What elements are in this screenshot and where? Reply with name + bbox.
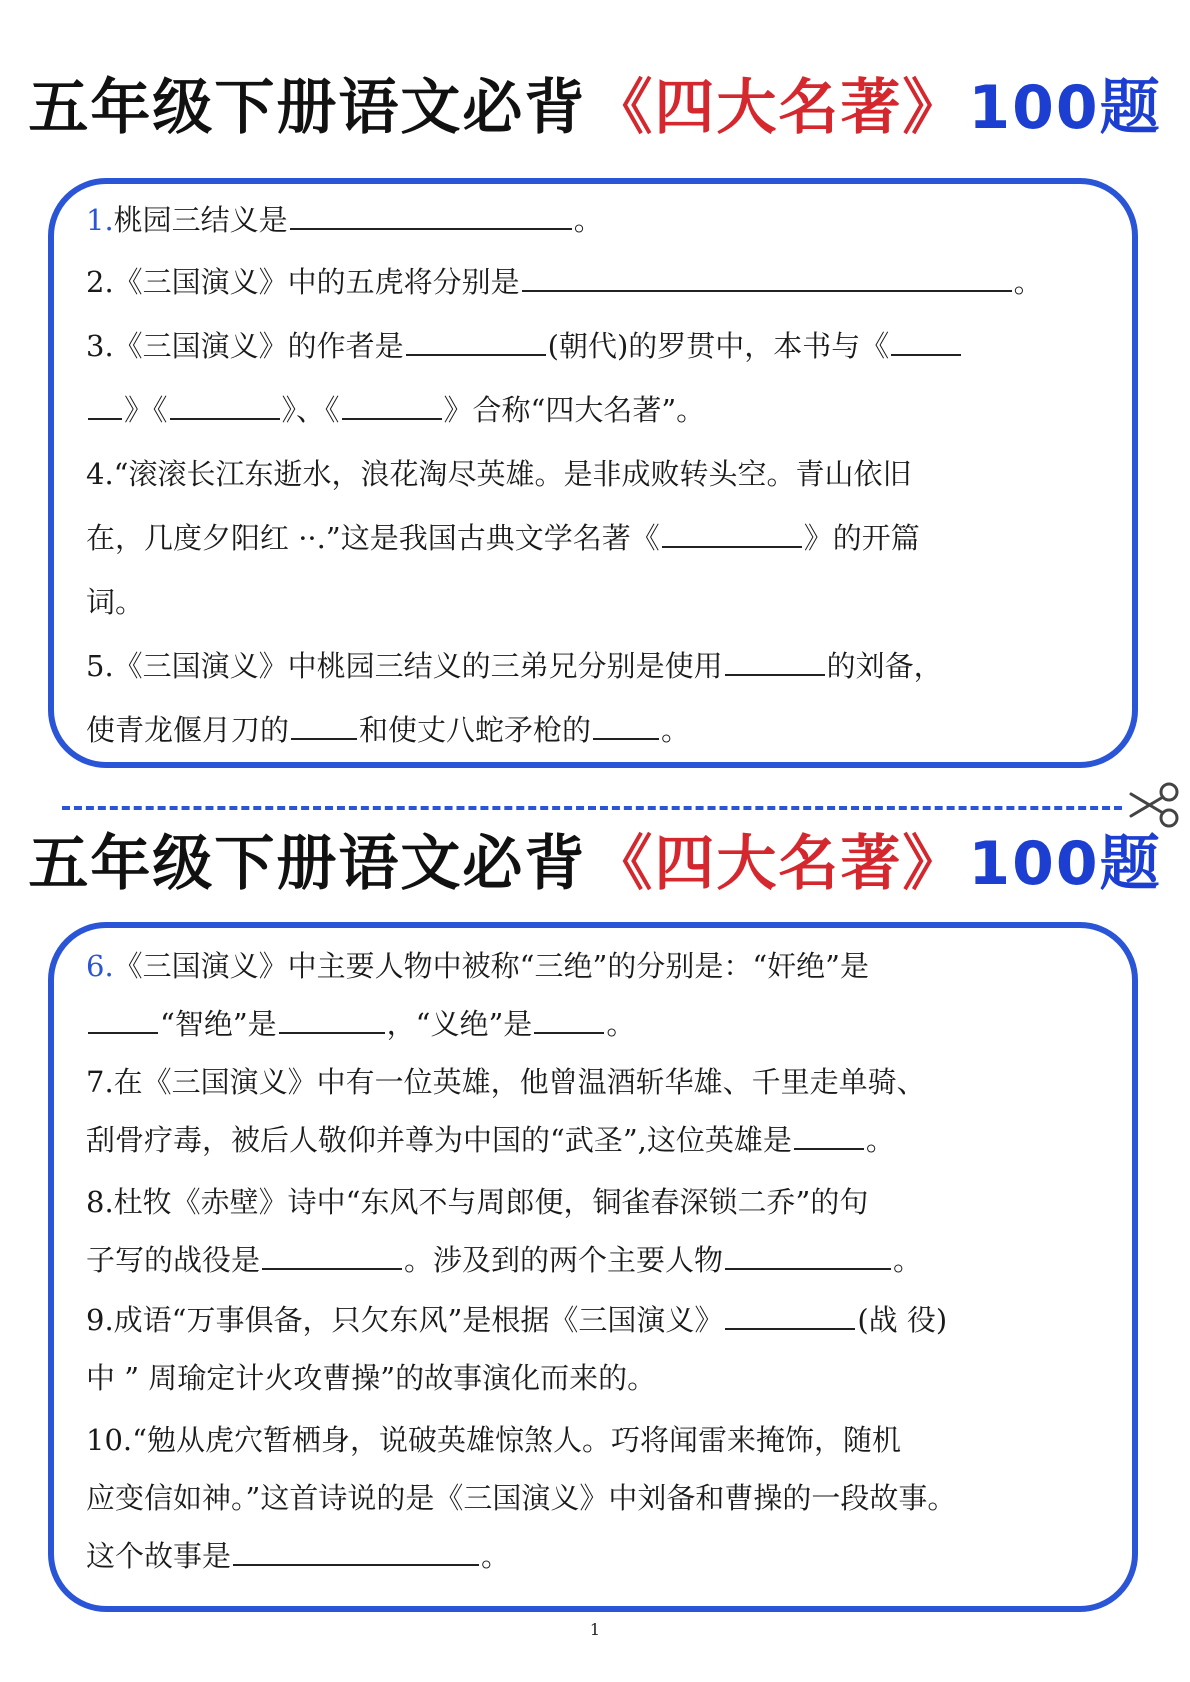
answer-blank[interactable]: [170, 388, 280, 420]
question-10-line-2: 应变信如神。”这首诗说的是《三国演义》中刘备和曹操的一段故事。: [86, 1481, 957, 1515]
question-8: 8.杜牧《赤壁》诗中“东风不与周郎便，铜雀春深锁二乔”的句: [86, 1185, 869, 1219]
answer-blank[interactable]: [291, 708, 357, 740]
question-7: 7.在《三国演义》中有一位英雄，他曾温酒斩华雄、千里走单骑、: [86, 1065, 926, 1099]
title-highlight: 《四大名著》: [592, 829, 965, 899]
title-count: 100题: [968, 73, 1162, 143]
answer-blank[interactable]: [88, 1002, 158, 1034]
answer-blank[interactable]: [522, 260, 1012, 292]
question-5-line-2: 使青龙偃月刀的 和使丈八蛇矛枪的 。: [86, 702, 1106, 758]
question-3-line-2: 》《 》、《 》合称“四大名著”。: [86, 382, 1106, 438]
question-3: 3.《三国演义》的作者是 (朝代)的罗贯中，本书与《: [86, 318, 1106, 374]
question-6: 6.《三国演义》中主要人物中被称“三绝”的分别是：“奸绝”是: [86, 949, 869, 983]
answer-blank[interactable]: [725, 644, 825, 676]
page-title-bottom: [0, 814, 1190, 904]
answer-blank[interactable]: [725, 1238, 891, 1270]
answer-blank[interactable]: [662, 516, 802, 548]
answer-blank[interactable]: [262, 1238, 402, 1270]
question-1: 1.桃园三结义是 。: [86, 192, 1106, 248]
title-main: 五年级下册语文必背: [28, 829, 587, 899]
answer-blank[interactable]: [534, 1002, 604, 1034]
answer-blank[interactable]: [891, 324, 961, 356]
question-10: 10.“勉从虎穴暂栖身，说破英雄惊煞人。巧将闻雷来掩饰，随机: [86, 1423, 901, 1457]
cut-line: [62, 806, 1122, 810]
answer-blank[interactable]: [290, 198, 572, 230]
question-4: 4.“滚滚长江东逝水，浪花淘尽英雄。是非成败转头空。青山依旧: [86, 457, 912, 491]
question-7-line-2: 刮骨疗毒，被后人敬仰并尊为中国的“武圣”,这位英雄是 。: [86, 1112, 1106, 1168]
answer-blank[interactable]: [593, 708, 659, 740]
answer-blank[interactable]: [794, 1118, 864, 1150]
answer-blank[interactable]: [279, 1002, 385, 1034]
question-10-line-3: 这个故事是 。: [86, 1528, 1106, 1584]
question-6-line-2: “智绝”是 ，“义绝”是 。: [86, 996, 1106, 1052]
answer-blank[interactable]: [725, 1298, 855, 1330]
answer-blank[interactable]: [88, 388, 122, 420]
title-main: 五年级下册语文必背: [28, 73, 587, 143]
answer-blank[interactable]: [233, 1534, 479, 1566]
answer-blank[interactable]: [342, 388, 442, 420]
title-highlight: 《四大名著》: [592, 73, 965, 143]
question-2: 2.《三国演义》中的五虎将分别是 。: [86, 254, 1106, 310]
question-4-line-2: 在，几度夕阳红 ··.”这是我国古典文学名著《 》的开篇: [86, 510, 1106, 566]
title-count: 100题: [968, 829, 1162, 899]
question-5: 5.《三国演义》中桃园三结义的三弟兄分别是使用 的刘备，: [86, 638, 1106, 694]
page-number: 1: [589, 1620, 601, 1639]
question-8-line-2: 子写的战役是 。涉及到的两个主要人物 。: [86, 1232, 1106, 1288]
question-9-line-2: 中 ” 周瑜定计火攻曹操”的故事演化而来的。: [86, 1361, 657, 1395]
question-4-line-3: 词。: [86, 585, 145, 619]
question-9: 9.成语“万事俱备，只欠东风”是根据《三国演义》 (战 役): [86, 1292, 1106, 1348]
answer-blank[interactable]: [406, 324, 546, 356]
page-title-top: [0, 58, 1190, 148]
